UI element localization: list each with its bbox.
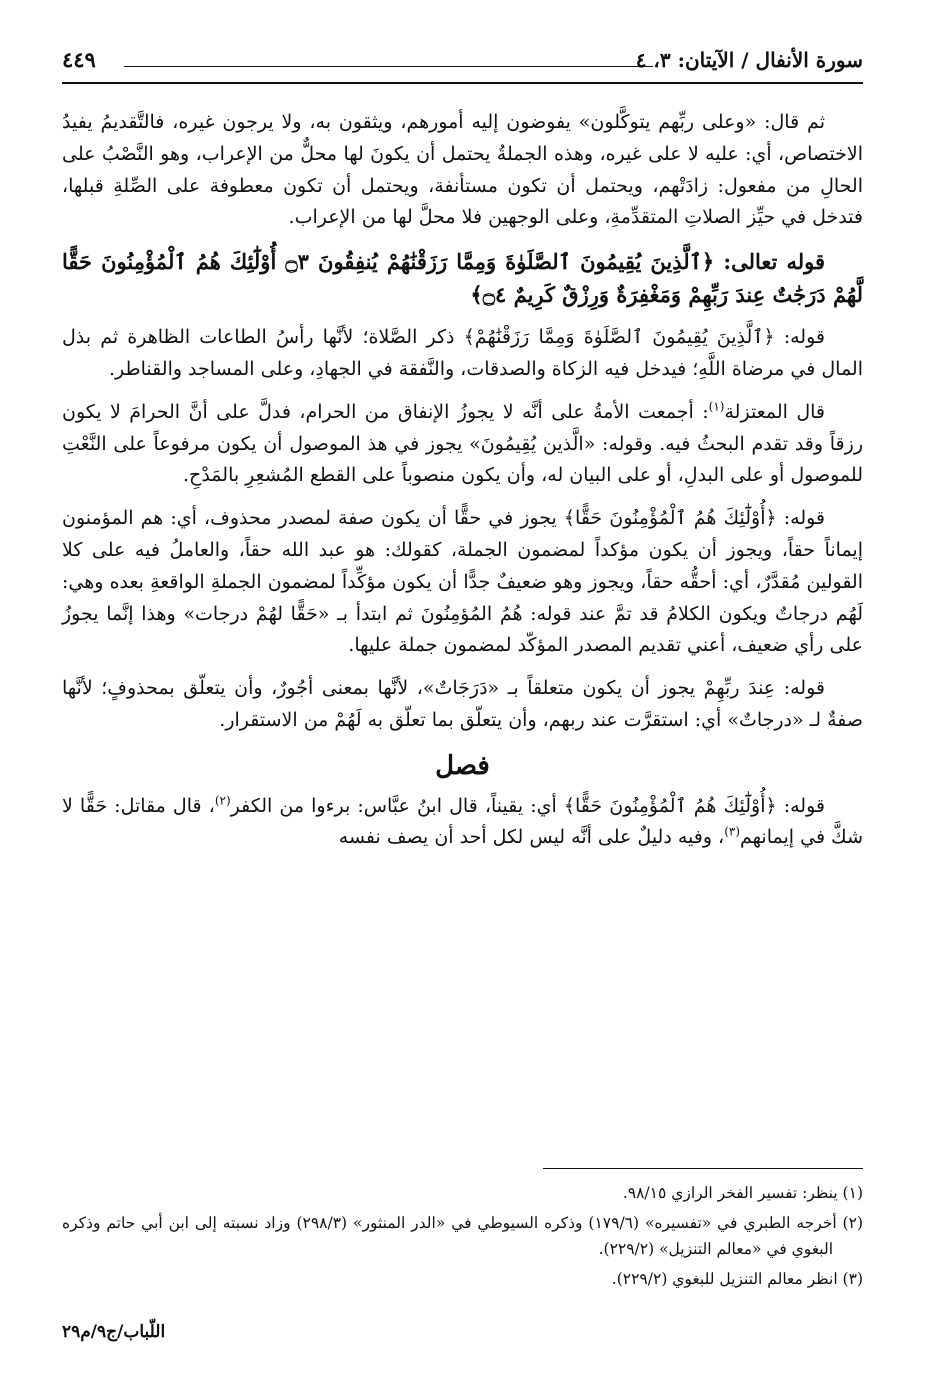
footnote-ref: (٢) xyxy=(214,793,231,808)
footnote-ref: (١) xyxy=(708,399,725,414)
section-text: ، وفيه دليلٌ على أنَّه ليس لكل أحد أن يصف نفسه xyxy=(338,826,725,849)
signature-mark: اللّباب/ج٩/م٢٩ xyxy=(62,1322,166,1342)
paragraph: ثم قال: «وعلى ربِّهم يتوكَّلون» يفوضون إليه أمورهم، ويثقون به، ولا يرجون غيره، فالتَّقديمُ يفيدُ الاختصاص، أي: عليه لا على غيره، وهذه الجملةُ يحتمل أن يكونَ لها محلٌّ من الإعراب، وهو النَّصْبُ على الحالِ من مفعول: زادَتْهم، ويحتمل أن تكون مستأنفة، ويحتمل أن تكون معطوفة على الصِّلةِ قبلها، فتدخل في حيِّز الصلاتِ المتقدِّمةِ، وعلى الوجهين فلا محلَّ لها من الإعراب. xyxy=(62,111,863,229)
footnotes xyxy=(62,1180,863,1296)
paragraph-rest: : أجمعت الأمةُ على أنَّه لا يجوزُ الإنفاق من الحرام، فدلَّ على أنَّ xyxy=(188,400,709,423)
section-heading: فصل xyxy=(435,750,490,781)
verse-block: قوله تعالى: ﴿ٱلَّذِينَ يُقِيمُونَ ٱلصَّلَوٰةَ وَمِمَّا رَزَقْنَٰهُمْ يُنفِقُونَ ۝٣ أُوْلَٰٓئِكَ هُمُ ٱلْمُؤْمِنُونَ حَقًّا لَّهُمْ دَرَجَٰتٌ عِندَ رَبِّهِمْ وَمَغْفِرَةٌ وَرِزْقٌ كَرِيمٌ ۝٤﴾ xyxy=(62,249,863,308)
header-rule xyxy=(62,82,863,84)
paragraph: قوله: ﴿ٱلَّذِينَ يُقِيمُونَ ٱلصَّلَوٰةَ وَمِمَّا رَزَقْنَٰهُمْ﴾ ذكر الصَّلاة؛ لأنَّها رأسُ الطاعات الظاهرة ثم بذل المال في مرضاة اللَّهِ؛ فيدخل فيه الزكاة والصدقات، والنَّفقة في الجهادِ، وعلى المساجد والقناطر. xyxy=(62,326,863,380)
header-leader-line xyxy=(124,66,653,67)
footnote: (٣) انظر معالم التنزيل للبغوي (٢٢٩/٢). xyxy=(611,1270,863,1288)
paragraph-lead: قال المعتزلة xyxy=(724,400,825,423)
paragraph-continuation: الحرامَ لا يكون رزقاً وقد تقدم البحثُ فيه. وقوله: «الَّذين يُقِيمُونَ» يجوز في هذ الموصول أن يكون مرفوعاً على النَّعْتِ للموصول أو على البدلِ، أو على البيان له، وأن يكون منصوباً على القطع المُشعِرِ بالمَدْحِ. xyxy=(62,400,863,487)
running-header xyxy=(62,44,863,84)
page-number: ٤٤٩ xyxy=(62,47,96,72)
header-title: سورة الأنفال / الآيتان: ٣، ٤ xyxy=(635,48,863,72)
main-text xyxy=(62,107,863,865)
footnote-ref: (٣) xyxy=(724,825,741,840)
paragraph: قوله: عِندَ ربِّهِمْ يجوز أن يكون متعلقاً بـ «دَرَجَاتٌ»، لأنَّها بمعنى أجُورٌ، وأن يتعلّق بمحذوفٍ؛ لأنَّها صفةٌ لـ «درجاتٌ» أي: استقرَّت عند ربهم، وأن يتعلّق بما تعلّق به لَهُمْ من الاستقرار. xyxy=(62,677,863,731)
section-text: قوله: ﴿أُوْلَٰٓئِكَ هُمُ ٱلْمُؤْمِنُونَ حَقًّا﴾ أي: يقيناً، قال ابنُ عبَّاس: برءوا من الكفر xyxy=(230,794,825,817)
paragraph: قوله: ﴿أُوْلَٰٓئِكَ هُمُ ٱلْمُؤْمِنُونَ حَقًّا﴾ يجوز في حقًّا أن يكون صفة لمصدر محذوف، أي: هم المؤمنون إيماناً حقاً، ويجوز أن يكون مؤكداً لمضمون الجملة، كقولك: هو عبد الله حقاً، والعاملُ فيه على كلا القولين مُقدَّرٌ، أي: أحقُّه حقاً، ويجوز وهو ضعيفٌ جدًّا أن يكون مؤكِّداً لمضمون الجملةِ الواقعةِ بعده وهي: لَهُم درجاتٌ ويكون الكلامُ قد تمَّ عند قوله: هُمُ المُؤمِنُونَ ثم ابتدأ بـ «حَقًّا لهُمْ درجات» وهذا إنَّما يجوزُ على رأي ضعيف، أعني تقديم المصدر المؤكّد لمضمون جملة عليها. xyxy=(62,507,863,657)
footnote: (٢) أخرجه الطبري في «تفسيره» (١٧٩/٦) وذكره السيوطي في «الدر المنثور» (٢٩٨/٣) وزاد نسبته إلى ابن أبي حاتم وذكره البغوي في «معالم التنزيل» (٢٢٩/٢). xyxy=(62,1214,863,1258)
footnote-separator xyxy=(543,1168,863,1169)
section-paragraph xyxy=(62,791,863,855)
paragraph-mutazila xyxy=(62,397,863,492)
footnote: (١) ينظر: تفسير الفخر الرازي ٩٨/١٥. xyxy=(622,1184,863,1202)
section-text: ، قال مقاتل: حَقًّا لا شكَّ في إيمانهم xyxy=(62,794,863,849)
